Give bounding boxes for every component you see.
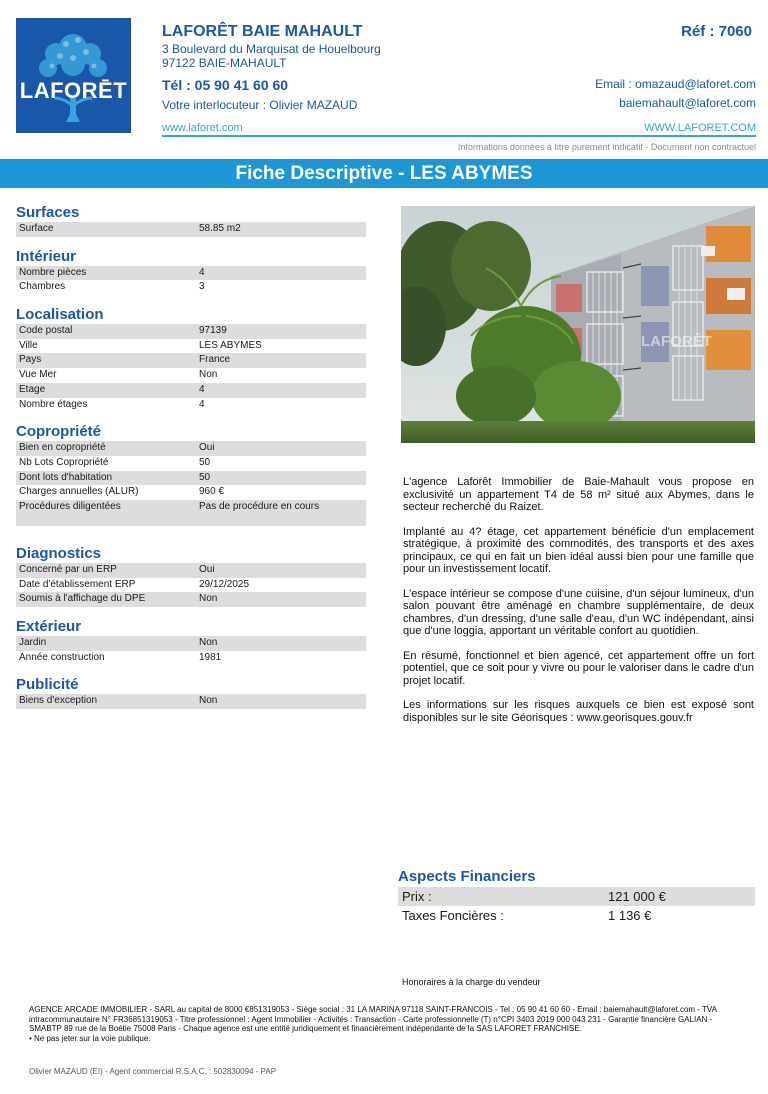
table-row <box>16 368 366 383</box>
reference-number: Réf : 7060 <box>681 23 752 40</box>
row-label: Concerné par un ERP <box>19 563 117 575</box>
table-row <box>16 471 366 486</box>
description-paragraph: L'espace intérieur se compose d'une cuisine, d'un séjour lumineux, d'un salon pouvant être aménagé en chambre supplémentaire, de deux chambres, d'un dressing, d'une salle d'eau, d'un WC indépendant, ainsi que d'une loggia, apportant un véritable confort au quotidien. <box>403 587 754 637</box>
table-row <box>16 353 366 368</box>
table-row <box>16 485 366 500</box>
row-label: Nombre étages <box>19 398 88 410</box>
row-value: 58.85 m2 <box>199 223 241 234</box>
table-row <box>398 906 755 925</box>
row-value: Non <box>199 695 218 707</box>
agency-phone: Tél : 05 90 41 60 60 <box>162 77 289 93</box>
tax-label: Taxes Foncières : <box>402 908 504 923</box>
page-title: Fiche Descriptive - LES ABYMES <box>0 159 768 188</box>
description-paragraph: Implanté au 4? étage, cet appartement bénéficie d'un emplacement stratégique, à proximité des commodités, des transports et des axes principaux, ce qui en fait un bien idéal aussi bien pour une famille que pour un investissement locatif. <box>403 525 754 575</box>
website-link-left[interactable]: www.laforet.com <box>162 122 243 134</box>
building-photo-image <box>401 206 755 443</box>
table-row <box>16 694 366 709</box>
row-label: Procédures diligentées <box>19 500 121 512</box>
table-row <box>16 398 366 413</box>
row-value: LES ABYMES <box>199 339 262 351</box>
section-title-surfaces: Surfaces <box>16 204 80 221</box>
table-row <box>16 266 366 281</box>
section-title-exterieur: Extérieur <box>16 618 82 635</box>
row-label: Etage <box>19 383 46 395</box>
table-row <box>16 500 366 526</box>
table-row <box>16 383 366 398</box>
row-value: 97139 <box>199 325 227 337</box>
fees-note: Honoraires à la charge du vendeur <box>402 977 541 987</box>
website-link-right[interactable]: WWW.LAFORET.COM <box>644 122 756 134</box>
table-row <box>16 563 366 578</box>
agency-address-line1: 3 Boulevard du Marquisat de Houelbourg <box>162 42 381 56</box>
price-label: Prix : <box>402 889 432 904</box>
financial-section-title: Aspects Financiers <box>398 868 536 885</box>
section-title-publicite: Publicité <box>16 676 79 694</box>
agency-address-line2: 97122 BAIE-MAHAULT <box>162 56 287 70</box>
agent-info: Olivier MAZAUD (EI) - Agent commercial R.S.A.C. : 502830094 - PAP <box>29 1067 277 1076</box>
laforet-logo <box>16 18 131 133</box>
table-row <box>16 280 366 295</box>
row-label: Année construction <box>19 651 105 663</box>
row-label: Date d'établissement ERP <box>19 578 136 590</box>
table-row <box>16 456 366 471</box>
row-label: Surface <box>19 223 54 234</box>
row-value: Pas de procédure en cours <box>199 500 320 512</box>
row-label: Soumis à l'affichage du DPE <box>19 593 146 605</box>
table-row <box>398 887 755 906</box>
table-row <box>16 636 366 651</box>
row-label: Jardin <box>19 637 47 648</box>
row-value: 29/12/2025 <box>199 578 250 590</box>
section-title-interieur: Intérieur <box>16 247 77 265</box>
table-row <box>16 222 366 237</box>
row-value: 1981 <box>199 651 222 663</box>
no-litter-note: • Ne pas jeter sur la voie publique. <box>29 1033 151 1043</box>
legal-footer <box>29 1005 734 1043</box>
email-line2[interactable]: baiemahault@laforet.com <box>619 96 756 110</box>
table-row <box>16 441 366 456</box>
section-title-localisation: Localisation <box>16 306 104 324</box>
property-description <box>403 476 754 736</box>
row-value: Non <box>199 593 218 605</box>
row-value: 50 <box>199 471 211 483</box>
property-details <box>16 201 366 709</box>
description-paragraph: Les informations sur les risques auxquels ce bien est exposé sont disponibles sur le site Géorisques : www.georisques.gouv.fr <box>403 699 754 724</box>
email-line1[interactable]: Email : omazaud@laforet.com <box>595 77 756 91</box>
disclaimer: Informations données à titre purement indicatif - Document non contractuel <box>457 142 756 152</box>
row-label: Biens d'exception <box>19 695 98 707</box>
property-photo <box>401 206 755 443</box>
table-row <box>16 339 366 354</box>
section-title-copropriete: Copropriété <box>16 423 102 441</box>
row-label: Vue Mer <box>19 369 57 381</box>
financial-table <box>398 887 755 925</box>
table-row <box>16 651 366 666</box>
row-label: Pays <box>19 354 42 366</box>
row-label: Nombre pièces <box>19 266 87 278</box>
logo-text: LAFORĒT <box>19 78 128 103</box>
description-paragraph: En résumé, fonctionnel et bien agencé, cet appartement offre un fort potentiel, que ce soit pour y vivre ou pour le valoriser dans le cadre d'un projet locatif. <box>403 649 754 687</box>
row-value: Oui <box>199 563 215 575</box>
photo-watermark: LAFORÊT <box>641 333 712 350</box>
section-title-diagnostics: Diagnostics <box>16 544 102 562</box>
table-row <box>16 592 366 607</box>
table-row <box>16 324 366 339</box>
row-label: Dont lots d'habitation <box>19 471 113 483</box>
row-value: Non <box>199 637 218 648</box>
legal-text: AGENCE ARCADE IMMOBILIER - SARL au capital de 8000 €851319053 - Siège social : 31 LA MARINA 97118 SAINT-FRANCOIS - Tel : 05 90 41 60 60 - Email : baiemahault@laforet.com - TVA intracommunautaire N° FR36851319053 - Titre professionnel : Agent Immobilier - Activités : Transaction - Carte professionnelle (T) n°CPI 3403 2019 000 043 231 - Garantie financière GALIAN - SMABTP 89 rue de la Boétie 75008 Paris - Chaque agence est une entité juridiquement et financièrement indépendante de la SAS LAFORET FRANCHISE. <box>29 1005 717 1034</box>
tax-value: 1 136 € <box>608 908 652 923</box>
row-label: Ville <box>19 339 38 351</box>
row-label: Nb Lots Copropriété <box>19 456 109 468</box>
agency-name: LAFORÊT BAIE MAHAULT <box>162 23 363 40</box>
table-row <box>16 578 366 593</box>
agency-contact: Votre interlocuteur : Olivier MAZAUD <box>162 98 358 112</box>
price-value: 121 000 € <box>608 889 666 904</box>
header-divider <box>162 135 756 137</box>
row-label: Charges annuelles (ALUR) <box>19 486 139 498</box>
row-label: Code postal <box>19 325 73 337</box>
row-label: Chambres <box>19 281 66 293</box>
description-paragraph: L'agence Laforêt Immobilier de Baie-Mahault vous propose en exclusivité un appartement T4 de 58 m² situé aux Abymes, dans le secteur recherché du Raizet. <box>403 476 754 513</box>
row-label: Bien en copropriété <box>19 442 106 454</box>
row-value: Non <box>199 369 218 381</box>
row-value: 4 <box>199 398 205 410</box>
row-value: 4 <box>199 383 205 395</box>
row-value: Oui <box>199 442 215 454</box>
row-value: 960 € <box>199 486 225 498</box>
row-value: 50 <box>199 456 211 468</box>
row-value: 4 <box>199 266 205 278</box>
row-value: 3 <box>199 281 205 293</box>
tree-icon <box>16 18 131 133</box>
row-value: France <box>199 354 231 366</box>
